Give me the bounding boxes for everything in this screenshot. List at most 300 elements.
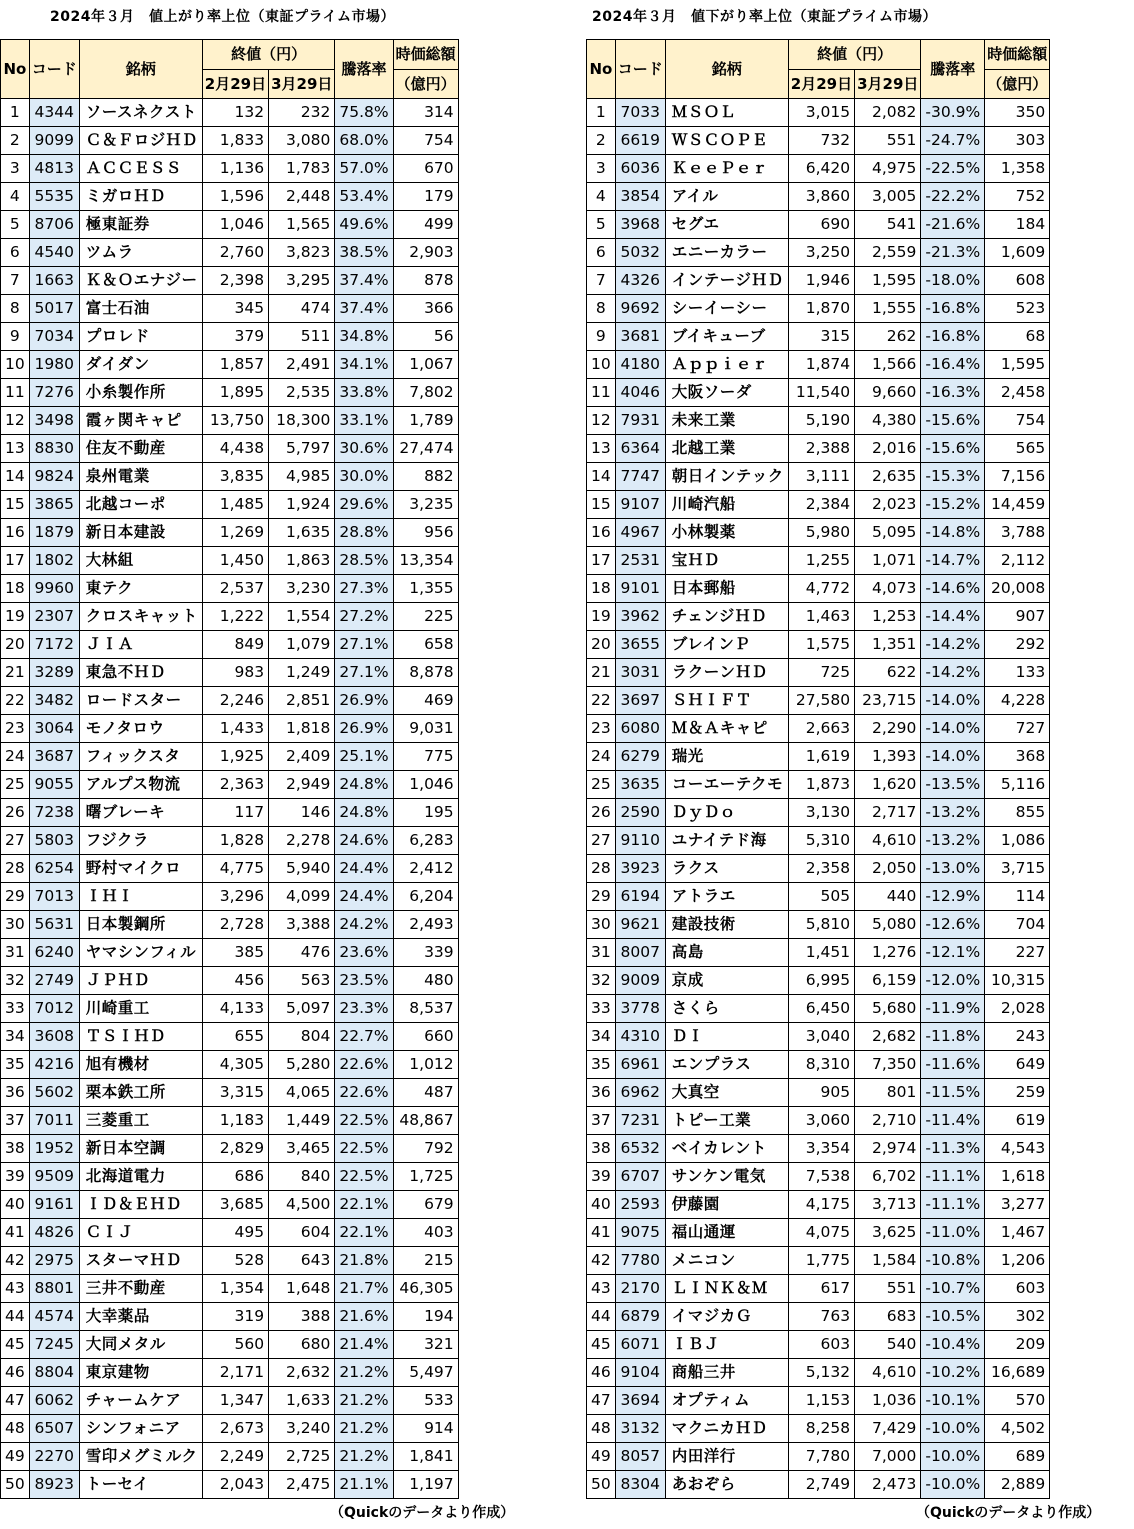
- cell-close-feb: 1,874: [788, 351, 854, 379]
- cell-stock-name: 川崎汽船: [665, 491, 788, 519]
- cell-no: 16: [1, 519, 30, 547]
- cell-no: 29: [587, 883, 616, 911]
- cell-no: 30: [587, 911, 616, 939]
- cell-stock-name: フィックスタ: [79, 743, 202, 771]
- cell-stock-name: Ｋ＆Ｏエナジー: [79, 267, 202, 295]
- cell-close-mar: 3,388: [269, 911, 335, 939]
- cell-code: 6962: [615, 1079, 665, 1107]
- cell-market-cap: 792: [393, 1135, 458, 1163]
- cell-no: 18: [1, 575, 30, 603]
- cell-no: 22: [1, 687, 30, 715]
- cell-change-rate: -11.8%: [921, 1023, 985, 1051]
- cell-close-mar: 2,290: [855, 715, 921, 743]
- cell-market-cap: 3,715: [985, 855, 1050, 883]
- cell-close-mar: 2,050: [855, 855, 921, 883]
- cell-market-cap: 2,458: [985, 379, 1050, 407]
- table-row: [1, 379, 459, 407]
- cell-code: 3031: [615, 659, 665, 687]
- cell-close-mar: 680: [269, 1331, 335, 1359]
- cell-change-rate: -11.0%: [921, 1219, 985, 1247]
- table-row: [587, 519, 1050, 547]
- table-row: [587, 267, 1050, 295]
- cell-code: 2749: [29, 967, 79, 995]
- cell-code: 2170: [615, 1275, 665, 1303]
- cell-market-cap: 1,206: [985, 1247, 1050, 1275]
- cell-change-rate: -11.5%: [921, 1079, 985, 1107]
- cell-market-cap: 679: [393, 1191, 458, 1219]
- table-row: [1, 1303, 459, 1331]
- cell-code: 6507: [29, 1415, 79, 1443]
- cell-change-rate: -15.6%: [921, 435, 985, 463]
- cell-market-cap: 225: [393, 603, 458, 631]
- cell-code: 1879: [29, 519, 79, 547]
- cell-no: 46: [587, 1359, 616, 1387]
- cell-code: 3865: [29, 491, 79, 519]
- cell-no: 36: [1, 1079, 30, 1107]
- cell-stock-name: 新日本建設: [79, 519, 202, 547]
- cell-code: 1980: [29, 351, 79, 379]
- cell-close-mar: 9,660: [855, 379, 921, 407]
- table-row: [1, 771, 459, 799]
- table-row: [587, 603, 1050, 631]
- table-row: [587, 407, 1050, 435]
- gainers-body: [1, 99, 459, 1499]
- cell-code: 8804: [29, 1359, 79, 1387]
- cell-close-mar: 683: [855, 1303, 921, 1331]
- cell-market-cap: 403: [393, 1219, 458, 1247]
- cell-market-cap: 14,459: [985, 491, 1050, 519]
- cell-market-cap: 5,116: [985, 771, 1050, 799]
- cell-close-feb: 617: [788, 1275, 854, 1303]
- cell-change-rate: 22.5%: [335, 1107, 393, 1135]
- table-row: [587, 659, 1050, 687]
- cell-code: 6532: [615, 1135, 665, 1163]
- cell-change-rate: 24.4%: [335, 855, 393, 883]
- cell-market-cap: 8,878: [393, 659, 458, 687]
- table-row: [1, 1387, 459, 1415]
- cell-close-feb: 13,750: [202, 407, 268, 435]
- table-row: [587, 1415, 1050, 1443]
- cell-close-mar: 541: [855, 211, 921, 239]
- cell-market-cap: 20,008: [985, 575, 1050, 603]
- cell-market-cap: 133: [985, 659, 1050, 687]
- col-header-no: No: [587, 40, 616, 99]
- cell-close-feb: 1,222: [202, 603, 268, 631]
- cell-close-feb: 2,384: [788, 491, 854, 519]
- cell-close-feb: 5,310: [788, 827, 854, 855]
- cell-no: 42: [1, 1247, 30, 1275]
- cell-close-feb: 3,860: [788, 183, 854, 211]
- cell-code: 6062: [29, 1387, 79, 1415]
- cell-close-feb: 1,450: [202, 547, 268, 575]
- cell-no: 38: [587, 1135, 616, 1163]
- gainers-source-note: （Quickのデータより作成）: [330, 1505, 515, 1521]
- cell-close-feb: 1,354: [202, 1275, 268, 1303]
- cell-close-feb: 4,175: [788, 1191, 854, 1219]
- cell-no: 25: [1, 771, 30, 799]
- table-row: [1, 127, 459, 155]
- cell-stock-name: 大同メタル: [79, 1331, 202, 1359]
- cell-close-mar: 3,465: [269, 1135, 335, 1163]
- cell-stock-name: スターマＨＤ: [79, 1247, 202, 1275]
- cell-stock-name: マクニカＨＤ: [665, 1415, 788, 1443]
- cell-code: 8923: [29, 1471, 79, 1499]
- cell-close-mar: 2,949: [269, 771, 335, 799]
- table-row: [587, 183, 1050, 211]
- cell-market-cap: 368: [985, 743, 1050, 771]
- cell-change-rate: -13.0%: [921, 855, 985, 883]
- cell-change-rate: 21.8%: [335, 1247, 393, 1275]
- cell-change-rate: 27.1%: [335, 659, 393, 687]
- cell-no: 39: [1, 1163, 30, 1191]
- cell-close-feb: 2,388: [788, 435, 854, 463]
- cell-close-feb: 2,749: [788, 1471, 854, 1499]
- cell-market-cap: 1,609: [985, 239, 1050, 267]
- cell-stock-name: Ｃ＆ＦロジＨＤ: [79, 127, 202, 155]
- cell-close-mar: 7,000: [855, 1443, 921, 1471]
- cell-code: 4310: [615, 1023, 665, 1051]
- cell-code: 9161: [29, 1191, 79, 1219]
- cell-change-rate: 33.8%: [335, 379, 393, 407]
- cell-market-cap: 619: [985, 1107, 1050, 1135]
- cell-no: 13: [587, 435, 616, 463]
- cell-stock-name: 建設技術: [665, 911, 788, 939]
- cell-stock-name: ラクーンＨＤ: [665, 659, 788, 687]
- cell-code: 3608: [29, 1023, 79, 1051]
- cell-close-mar: 1,554: [269, 603, 335, 631]
- cell-code: 7034: [29, 323, 79, 351]
- cell-close-mar: 1,648: [269, 1275, 335, 1303]
- cell-close-feb: 456: [202, 967, 268, 995]
- cell-close-mar: 2,535: [269, 379, 335, 407]
- cell-change-rate: 22.1%: [335, 1219, 393, 1247]
- cell-close-mar: 4,380: [855, 407, 921, 435]
- cell-stock-name: 旭有機材: [79, 1051, 202, 1079]
- cell-close-mar: 232: [269, 99, 335, 127]
- cell-code: 4326: [615, 267, 665, 295]
- cell-code: 6036: [615, 155, 665, 183]
- cell-code: 5535: [29, 183, 79, 211]
- cell-change-rate: -14.0%: [921, 743, 985, 771]
- cell-close-feb: 763: [788, 1303, 854, 1331]
- cell-market-cap: 469: [393, 687, 458, 715]
- cell-change-rate: -16.4%: [921, 351, 985, 379]
- cell-code: 6279: [615, 743, 665, 771]
- cell-market-cap: 1,046: [393, 771, 458, 799]
- cell-change-rate: -16.8%: [921, 323, 985, 351]
- cell-change-rate: 24.6%: [335, 827, 393, 855]
- cell-no: 15: [1, 491, 30, 519]
- cell-stock-name: サンケン電気: [665, 1163, 788, 1191]
- cell-market-cap: 1,467: [985, 1219, 1050, 1247]
- table-row: [1, 967, 459, 995]
- cell-close-feb: 5,810: [788, 911, 854, 939]
- cell-stock-name: ラクス: [665, 855, 788, 883]
- table-row: [1, 603, 459, 631]
- table-row: [587, 575, 1050, 603]
- cell-market-cap: 878: [393, 267, 458, 295]
- table-row: [1, 267, 459, 295]
- cell-stock-name: あおぞら: [665, 1471, 788, 1499]
- cell-market-cap: 565: [985, 435, 1050, 463]
- cell-code: 7231: [615, 1107, 665, 1135]
- table-row: [587, 379, 1050, 407]
- cell-market-cap: 195: [393, 799, 458, 827]
- col-header-cap: 時価総額: [393, 40, 458, 70]
- table-row: [587, 1387, 1050, 1415]
- cell-stock-name: ツムラ: [79, 239, 202, 267]
- cell-no: 27: [587, 827, 616, 855]
- table-row: [587, 351, 1050, 379]
- cell-market-cap: 754: [393, 127, 458, 155]
- cell-change-rate: -14.2%: [921, 631, 985, 659]
- cell-stock-name: チェンジＨＤ: [665, 603, 788, 631]
- cell-no: 8: [1, 295, 30, 323]
- cell-no: 5: [1, 211, 30, 239]
- cell-close-feb: 3,060: [788, 1107, 854, 1135]
- cell-close-feb: 1,153: [788, 1387, 854, 1415]
- table-row: [587, 1191, 1050, 1219]
- cell-close-feb: 7,538: [788, 1163, 854, 1191]
- cell-close-mar: 4,099: [269, 883, 335, 911]
- cell-no: 28: [587, 855, 616, 883]
- cell-change-rate: -11.6%: [921, 1051, 985, 1079]
- cell-close-mar: 1,555: [855, 295, 921, 323]
- cell-stock-name: 瑞光: [665, 743, 788, 771]
- cell-code: 9075: [615, 1219, 665, 1247]
- cell-code: 1663: [29, 267, 79, 295]
- cell-no: 1: [587, 99, 616, 127]
- cell-code: 9824: [29, 463, 79, 491]
- cell-code: 6879: [615, 1303, 665, 1331]
- cell-close-mar: 2,278: [269, 827, 335, 855]
- cell-close-feb: 2,249: [202, 1443, 268, 1471]
- cell-close-mar: 474: [269, 295, 335, 323]
- cell-change-rate: -24.7%: [921, 127, 985, 155]
- cell-close-mar: 604: [269, 1219, 335, 1247]
- cell-close-feb: 505: [788, 883, 854, 911]
- cell-close-feb: 1,775: [788, 1247, 854, 1275]
- cell-close-feb: 603: [788, 1331, 854, 1359]
- col-header-feb: 2月29日: [788, 70, 854, 99]
- cell-code: 3635: [615, 771, 665, 799]
- cell-change-rate: -30.9%: [921, 99, 985, 127]
- cell-code: 2270: [29, 1443, 79, 1471]
- cell-market-cap: 9,031: [393, 715, 458, 743]
- cell-change-rate: 21.2%: [335, 1415, 393, 1443]
- cell-close-mar: 2,023: [855, 491, 921, 519]
- cell-stock-name: ＪＩＡ: [79, 631, 202, 659]
- cell-change-rate: -11.1%: [921, 1191, 985, 1219]
- cell-code: 5032: [615, 239, 665, 267]
- cell-market-cap: 1,355: [393, 575, 458, 603]
- cell-stock-name: 高島: [665, 939, 788, 967]
- cell-change-rate: 22.1%: [335, 1191, 393, 1219]
- cell-change-rate: 28.8%: [335, 519, 393, 547]
- cell-close-mar: 2,632: [269, 1359, 335, 1387]
- cell-change-rate: -14.7%: [921, 547, 985, 575]
- cell-close-feb: 1,433: [202, 715, 268, 743]
- table-row: [1, 183, 459, 211]
- table-row: [1, 99, 459, 127]
- cell-code: 8801: [29, 1275, 79, 1303]
- cell-stock-name: 雪印メグミルク: [79, 1443, 202, 1471]
- table-row: [1, 827, 459, 855]
- table-row: [587, 127, 1050, 155]
- cell-no: 2: [1, 127, 30, 155]
- cell-close-mar: 4,975: [855, 155, 921, 183]
- losers-table: [586, 39, 1050, 1499]
- cell-close-mar: 5,797: [269, 435, 335, 463]
- cell-stock-name: シンフォニア: [79, 1415, 202, 1443]
- cell-stock-name: クロスキャット: [79, 603, 202, 631]
- cell-market-cap: 1,618: [985, 1163, 1050, 1191]
- cell-change-rate: -21.3%: [921, 239, 985, 267]
- cell-stock-name: 栗本鉄工所: [79, 1079, 202, 1107]
- cell-close-mar: 440: [855, 883, 921, 911]
- cell-close-feb: 1,619: [788, 743, 854, 771]
- cell-code: 5803: [29, 827, 79, 855]
- cell-no: 9: [1, 323, 30, 351]
- cell-change-rate: 22.5%: [335, 1135, 393, 1163]
- cell-market-cap: 243: [985, 1023, 1050, 1051]
- table-row: [1, 1415, 459, 1443]
- cell-market-cap: 1,789: [393, 407, 458, 435]
- cell-close-feb: 2,246: [202, 687, 268, 715]
- cell-code: 2531: [615, 547, 665, 575]
- cell-stock-name: 朝日インテック: [665, 463, 788, 491]
- table-row: [1, 1275, 459, 1303]
- cell-change-rate: -14.0%: [921, 715, 985, 743]
- cell-market-cap: 179: [393, 183, 458, 211]
- cell-market-cap: 603: [985, 1275, 1050, 1303]
- table-row: [1, 435, 459, 463]
- cell-market-cap: 3,788: [985, 519, 1050, 547]
- cell-close-feb: 2,663: [788, 715, 854, 743]
- table-row: [1, 407, 459, 435]
- cell-close-mar: 476: [269, 939, 335, 967]
- cell-code: 6071: [615, 1331, 665, 1359]
- cell-close-feb: 849: [202, 631, 268, 659]
- table-row: [587, 1163, 1050, 1191]
- cell-no: 20: [1, 631, 30, 659]
- col-header-code: コード: [29, 40, 79, 99]
- cell-market-cap: 292: [985, 631, 1050, 659]
- cell-code: 4216: [29, 1051, 79, 1079]
- cell-code: 2590: [615, 799, 665, 827]
- cell-change-rate: 23.5%: [335, 967, 393, 995]
- cell-close-feb: 1,873: [788, 771, 854, 799]
- cell-close-feb: 2,537: [202, 575, 268, 603]
- cell-no: 37: [1, 1107, 30, 1135]
- cell-code: 4574: [29, 1303, 79, 1331]
- cell-no: 10: [587, 351, 616, 379]
- cell-market-cap: 3,235: [393, 491, 458, 519]
- table-row: [1, 631, 459, 659]
- cell-change-rate: 37.4%: [335, 267, 393, 295]
- cell-no: 36: [587, 1079, 616, 1107]
- table-row: [587, 1135, 1050, 1163]
- table-row: [1, 1051, 459, 1079]
- cell-change-rate: 30.6%: [335, 435, 393, 463]
- cell-no: 35: [1, 1051, 30, 1079]
- cell-close-mar: 5,080: [855, 911, 921, 939]
- table-row: [587, 1107, 1050, 1135]
- cell-no: 14: [1, 463, 30, 491]
- table-row: [1, 687, 459, 715]
- col-header-close: 終値（円）: [202, 40, 335, 70]
- cell-stock-name: 霞ヶ関キャピ: [79, 407, 202, 435]
- cell-close-mar: 804: [269, 1023, 335, 1051]
- cell-market-cap: 13,354: [393, 547, 458, 575]
- col-header-name: 銘柄: [665, 40, 788, 99]
- cell-change-rate: -10.4%: [921, 1331, 985, 1359]
- cell-code: 7747: [615, 463, 665, 491]
- cell-code: 4826: [29, 1219, 79, 1247]
- cell-no: 26: [1, 799, 30, 827]
- cell-stock-name: ＬＩＮＫ＆Ｍ: [665, 1275, 788, 1303]
- cell-stock-name: プロレド: [79, 323, 202, 351]
- cell-close-feb: 1,347: [202, 1387, 268, 1415]
- cell-stock-name: 小糸製作所: [79, 379, 202, 407]
- cell-close-feb: 3,040: [788, 1023, 854, 1051]
- cell-change-rate: 21.6%: [335, 1303, 393, 1331]
- cell-close-mar: 1,633: [269, 1387, 335, 1415]
- table-row: [587, 1443, 1050, 1471]
- cell-no: 5: [587, 211, 616, 239]
- table-row: [587, 99, 1050, 127]
- cell-market-cap: 7,802: [393, 379, 458, 407]
- cell-no: 44: [1, 1303, 30, 1331]
- table-row: [1, 1443, 459, 1471]
- table-row: [587, 1051, 1050, 1079]
- cell-change-rate: -10.0%: [921, 1443, 985, 1471]
- cell-market-cap: 727: [985, 715, 1050, 743]
- table-row: [1, 1079, 459, 1107]
- cell-change-rate: 27.1%: [335, 631, 393, 659]
- cell-no: 43: [1, 1275, 30, 1303]
- table-row: [587, 1471, 1050, 1499]
- cell-no: 16: [587, 519, 616, 547]
- cell-code: 3681: [615, 323, 665, 351]
- cell-code: 8304: [615, 1471, 665, 1499]
- table-row: [1, 1471, 459, 1499]
- cell-market-cap: 1,595: [985, 351, 1050, 379]
- table-row: [1, 491, 459, 519]
- col-header-change: 騰落率: [335, 40, 393, 99]
- cell-close-feb: 1,136: [202, 155, 268, 183]
- cell-market-cap: 480: [393, 967, 458, 995]
- cell-code: 3289: [29, 659, 79, 687]
- cell-code: 6364: [615, 435, 665, 463]
- cell-code: 6707: [615, 1163, 665, 1191]
- cell-code: 5602: [29, 1079, 79, 1107]
- table-row: [587, 883, 1050, 911]
- cell-market-cap: 5,497: [393, 1359, 458, 1387]
- cell-market-cap: 2,412: [393, 855, 458, 883]
- table-row: [1, 323, 459, 351]
- cell-market-cap: 215: [393, 1247, 458, 1275]
- cell-market-cap: 4,502: [985, 1415, 1050, 1443]
- cell-stock-name: 商船三井: [665, 1359, 788, 1387]
- cell-stock-name: エンプラス: [665, 1051, 788, 1079]
- cell-no: 40: [587, 1191, 616, 1219]
- cell-close-feb: 6,420: [788, 155, 854, 183]
- cell-change-rate: 25.1%: [335, 743, 393, 771]
- cell-stock-name: 泉州電業: [79, 463, 202, 491]
- cell-change-rate: -13.2%: [921, 827, 985, 855]
- cell-no: 21: [587, 659, 616, 687]
